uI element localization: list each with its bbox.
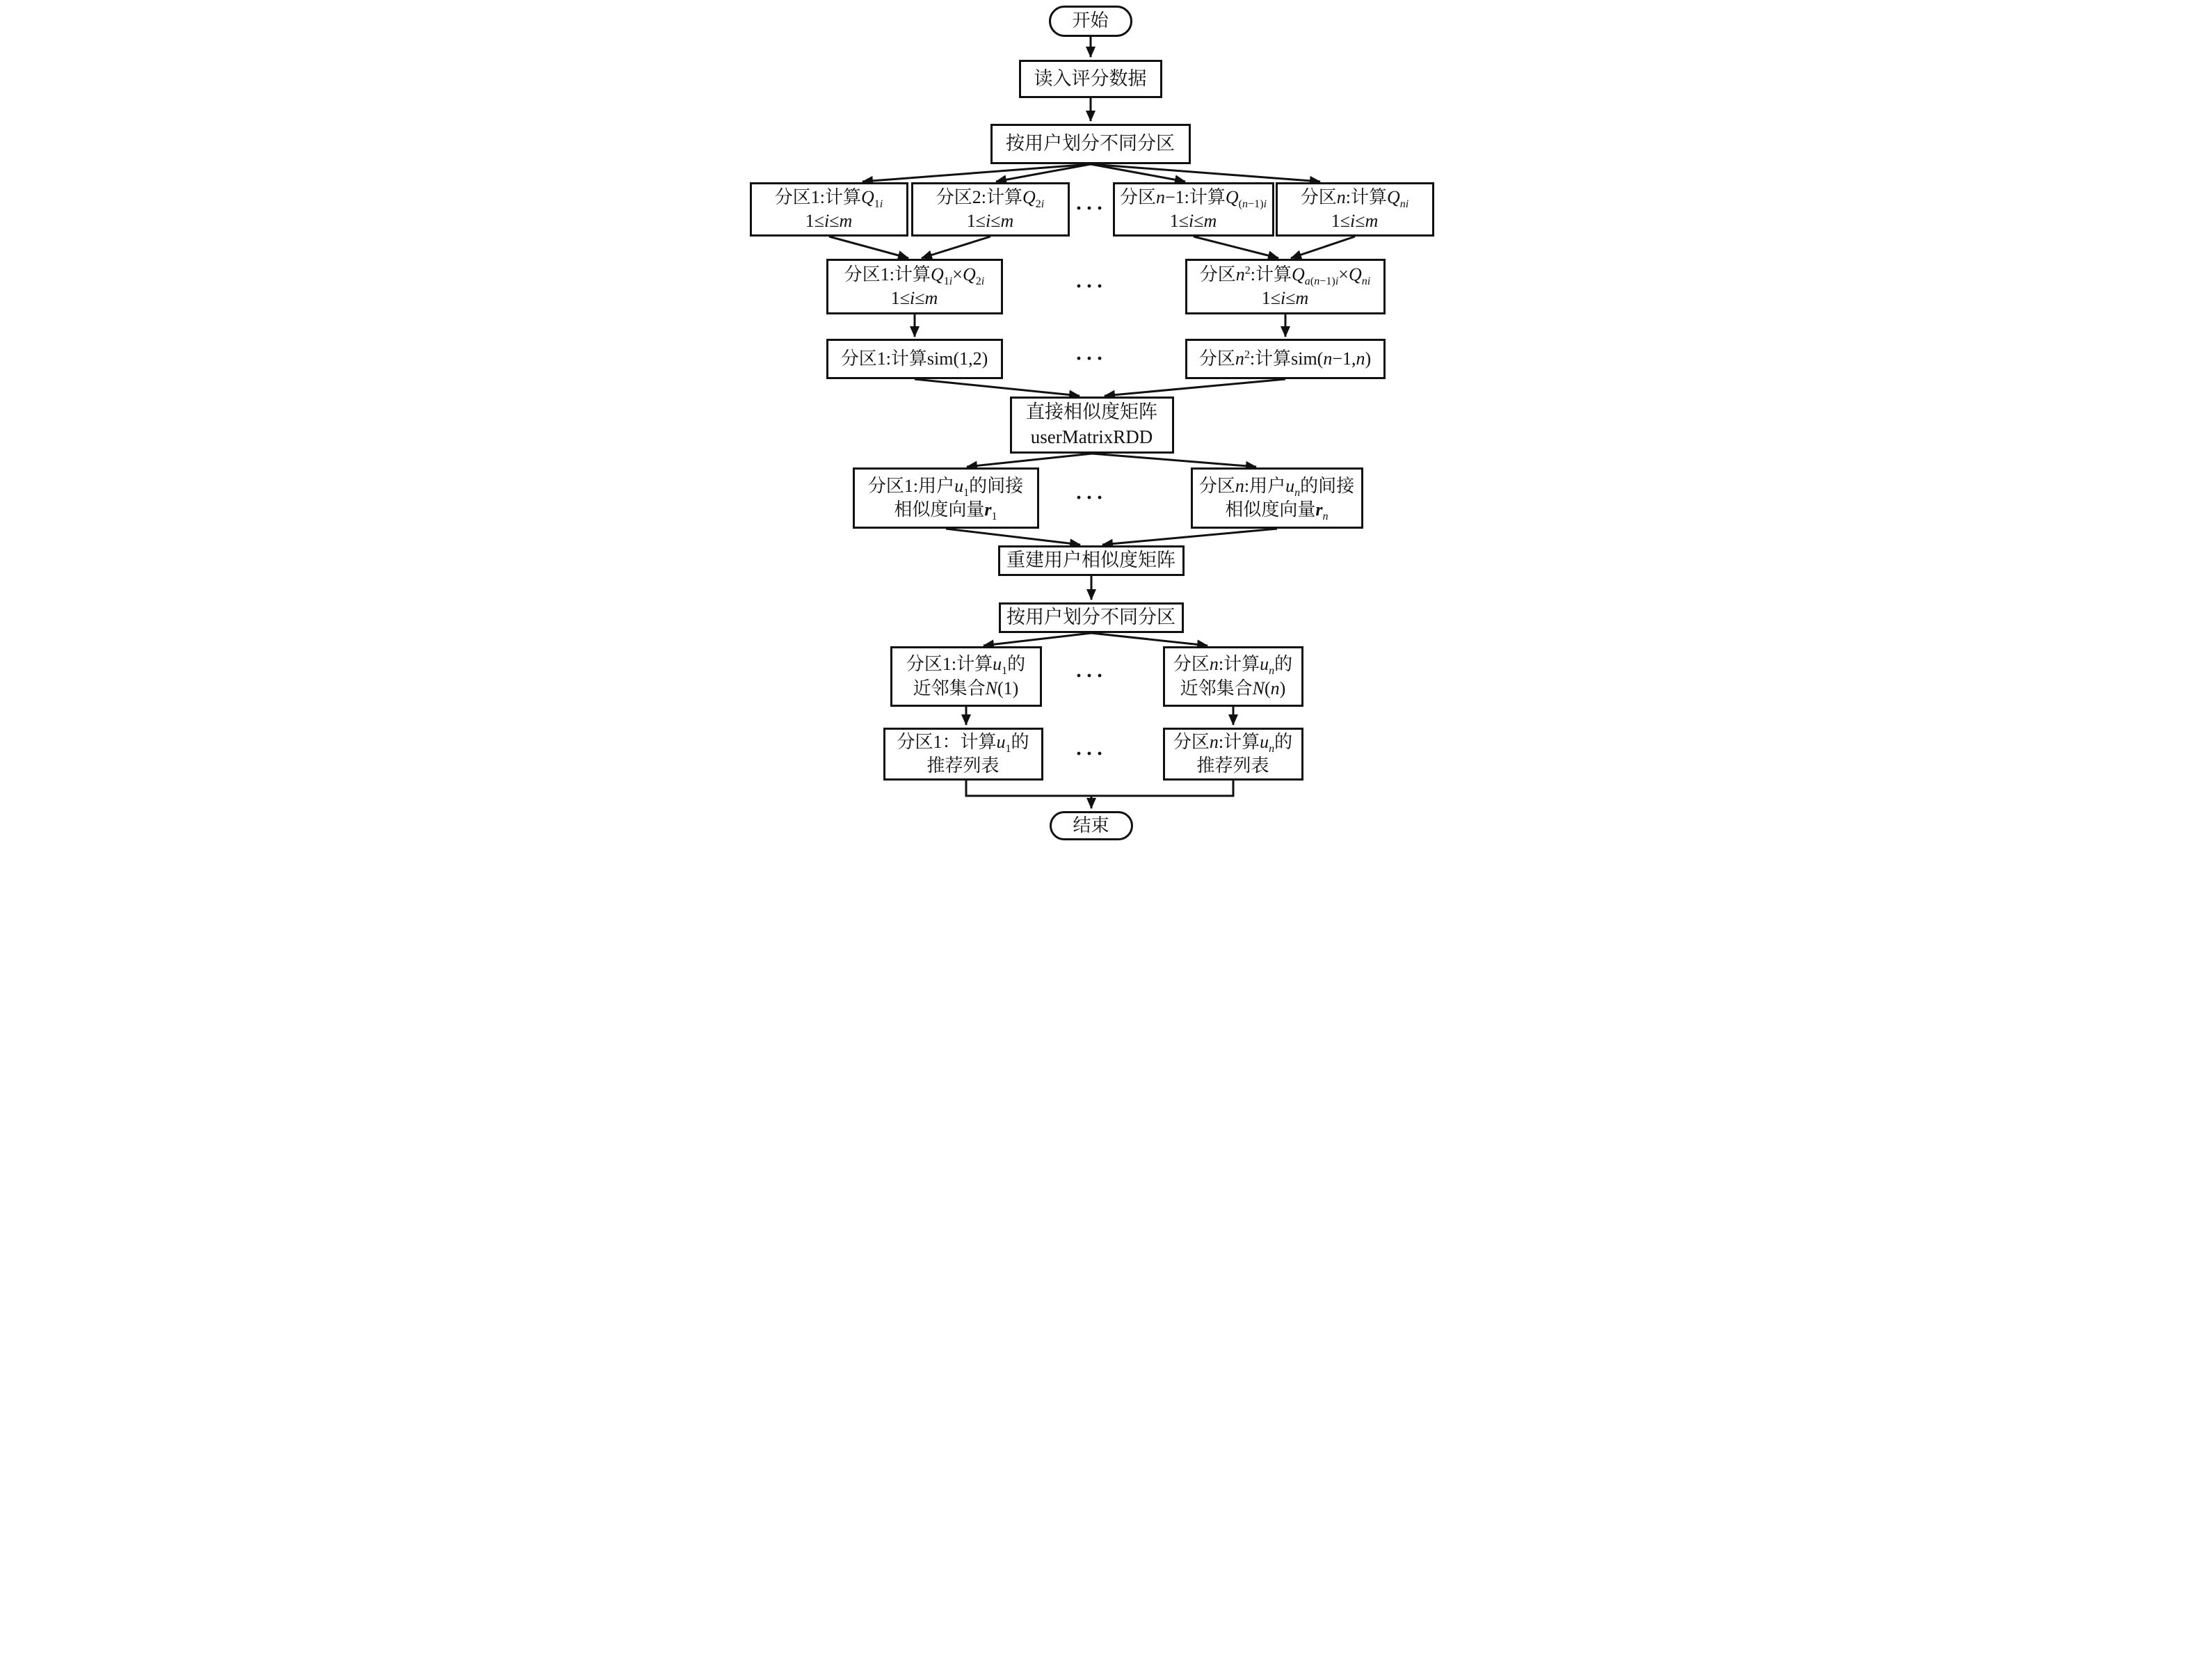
rec1-line1: 分区1：计算$u_1$的 xyxy=(897,731,1029,755)
rebuild-label: 重建用户相似度矩阵 xyxy=(1006,550,1175,571)
n1-line2: 近邻集合N(1) xyxy=(913,678,1019,698)
rec2-line1: 分区n:计算$u_n$的 xyxy=(1173,731,1293,755)
q2-line1: 分区2:计算$Q_{2i}$ xyxy=(936,186,1045,210)
v1-line2: 相似度向量$r_1$ xyxy=(894,499,997,523)
rec2-line2: 推荐列表 xyxy=(1196,755,1269,776)
rdd-line1: 直接相似度矩阵 xyxy=(1026,401,1157,423)
start-node xyxy=(1049,6,1132,37)
partition-n-1-box xyxy=(1113,182,1274,237)
neighbour-set-un-box xyxy=(1163,646,1303,707)
merge-connector xyxy=(966,781,1233,796)
n1-line1: 分区1:计算$u_1$的 xyxy=(906,654,1026,678)
m2-line1: 分区$n^2$:计算$Q_{a(n-1)i}\times Q_{ni}$ xyxy=(1199,264,1371,287)
neighbour-set-u1-box xyxy=(890,646,1042,707)
arrow xyxy=(1291,237,1355,258)
m2-line2: 1≤i≤m xyxy=(1261,288,1309,308)
start-label: 开始 xyxy=(1072,10,1109,31)
s2-label: 分区$n^2$:计算sim(n−1,n) xyxy=(1198,348,1372,369)
m1-line2: 1≤i≤m xyxy=(890,288,938,308)
partition-label: 按用户划分不同分区 xyxy=(1006,133,1175,154)
indirect-vector-u1-box xyxy=(853,467,1039,529)
ellipsis-row5: ··· xyxy=(1075,486,1107,509)
n2-line1: 分区n:计算$u_n$的 xyxy=(1173,654,1293,678)
q3-line1: 分区n−1:计算$Q_{(n-1)i}$ xyxy=(1119,186,1267,210)
rec1-line2: 推荐列表 xyxy=(926,755,1000,776)
partition-by-user-node-2 xyxy=(999,602,1184,633)
q4-line1: 分区n:计算$Q_{ni}$ xyxy=(1300,186,1409,210)
q3-line2: 1≤i≤m xyxy=(1169,211,1217,231)
ellipsis-row3: ··· xyxy=(1075,347,1107,370)
multiply-q1-q2-box xyxy=(826,259,1003,314)
partition-by-user-node-1 xyxy=(990,124,1191,164)
partition-n-box xyxy=(1276,182,1434,237)
arrow xyxy=(1091,633,1207,646)
arrow xyxy=(862,164,1091,182)
end-label: 结束 xyxy=(1073,815,1109,835)
rebuild-similarity-matrix-node xyxy=(998,545,1185,576)
v1-line1: 分区1:用户$u_1$的间接 xyxy=(867,475,1024,499)
indirect-vector-un-box xyxy=(1191,467,1363,529)
n2-line2: 近邻集合N(n) xyxy=(1180,678,1286,698)
arrow xyxy=(946,529,1080,545)
ellipsis-row2: ··· xyxy=(1075,275,1107,298)
arrow xyxy=(1091,164,1320,182)
arrow xyxy=(1092,454,1256,467)
ellipsis-row7: ··· xyxy=(1075,664,1107,687)
arrow xyxy=(967,454,1092,467)
partition2-q2i-box xyxy=(911,182,1070,237)
read-data-label: 读入评分数据 xyxy=(1034,67,1147,89)
q1-line1: 分区1:计算$Q_{1i}$ xyxy=(774,186,883,210)
sim-n-box xyxy=(1185,339,1386,379)
arrow xyxy=(915,379,1080,396)
recommend-list-un-box xyxy=(1163,728,1303,781)
v2-line2: 相似度向量$r_n$ xyxy=(1225,499,1329,523)
ellipsis-row1: ··· xyxy=(1075,197,1107,220)
partition2-label: 按用户划分不同分区 xyxy=(1006,607,1175,628)
sim-1-2-box xyxy=(826,339,1003,379)
q2-line2: 1≤i≤m xyxy=(966,211,1014,231)
recommend-list-u1-box xyxy=(883,728,1043,781)
user-matrix-rdd-node xyxy=(1010,397,1174,454)
arrow xyxy=(1102,529,1277,545)
ellipsis-row8: ··· xyxy=(1075,742,1107,765)
partition1-q1i-box xyxy=(750,182,908,237)
arrow xyxy=(1194,237,1278,258)
flowchart-canvas xyxy=(548,0,1644,840)
multiply-qn-box xyxy=(1185,259,1386,314)
s1-label: 分区1:计算sim(1,2) xyxy=(840,348,988,369)
v2-line1: 分区n:用户$u_n$的间接 xyxy=(1198,475,1355,499)
arrow xyxy=(829,237,908,258)
arrow xyxy=(984,633,1091,646)
arrow xyxy=(1105,379,1285,396)
end-node xyxy=(1050,811,1133,840)
q4-line2: 1≤i≤m xyxy=(1331,211,1379,231)
m1-line1: 分区1:计算$Q_{1i}\times Q_{2i}$ xyxy=(844,264,985,287)
rdd-line2: userMatrixRDD xyxy=(1030,426,1153,447)
q1-line2: 1≤i≤m xyxy=(805,211,853,231)
read-data-node xyxy=(1019,60,1162,98)
arrow xyxy=(922,237,990,258)
